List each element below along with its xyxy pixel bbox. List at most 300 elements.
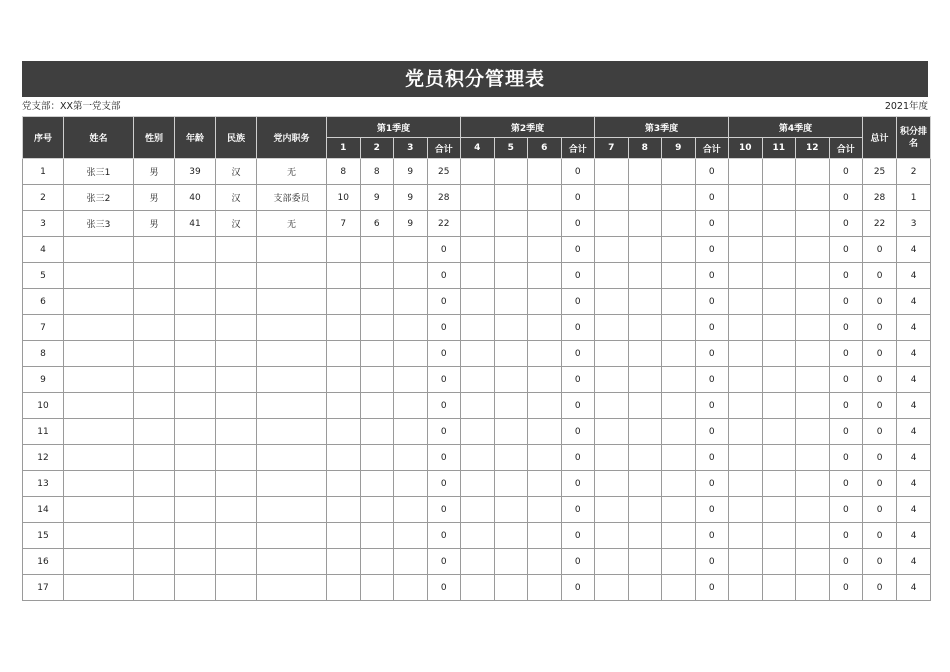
q4-subtotal-cell[interactable]: 0: [829, 263, 863, 289]
q2-subtotal-cell[interactable]: 0: [561, 471, 595, 497]
month-3-cell[interactable]: [394, 445, 428, 471]
month-8-cell[interactable]: [628, 497, 662, 523]
month-8-cell[interactable]: [628, 575, 662, 601]
ethnicity-cell[interactable]: [216, 445, 257, 471]
gender-cell[interactable]: [134, 419, 175, 445]
age-cell[interactable]: [175, 471, 216, 497]
month-10-cell[interactable]: [729, 263, 763, 289]
month-12-cell[interactable]: [796, 159, 830, 185]
q1-subtotal-cell[interactable]: 0: [427, 237, 461, 263]
seq-cell[interactable]: 17: [23, 575, 64, 601]
q1-subtotal-cell[interactable]: 25: [427, 159, 461, 185]
month-1-cell[interactable]: [327, 497, 361, 523]
month-10-cell[interactable]: [729, 471, 763, 497]
gender-cell[interactable]: [134, 237, 175, 263]
month-4-cell[interactable]: [461, 263, 495, 289]
month-9-cell[interactable]: [662, 315, 696, 341]
month-8-cell[interactable]: [628, 367, 662, 393]
q4-subtotal-cell[interactable]: 0: [829, 549, 863, 575]
month-3-cell[interactable]: [394, 419, 428, 445]
ethnicity-cell[interactable]: [216, 367, 257, 393]
month-9-cell[interactable]: [662, 445, 696, 471]
month-6-cell[interactable]: [528, 315, 562, 341]
month-5-cell[interactable]: [494, 575, 528, 601]
gender-cell[interactable]: [134, 341, 175, 367]
gender-cell[interactable]: 男: [134, 159, 175, 185]
rank-cell[interactable]: 4: [897, 445, 931, 471]
position-cell[interactable]: 无: [257, 211, 327, 237]
month-7-cell[interactable]: [595, 575, 629, 601]
q2-subtotal-cell[interactable]: 0: [561, 549, 595, 575]
age-cell[interactable]: [175, 549, 216, 575]
month-11-cell[interactable]: [762, 497, 796, 523]
rank-cell[interactable]: 4: [897, 289, 931, 315]
month-3-cell[interactable]: 9: [394, 211, 428, 237]
month-1-cell[interactable]: [327, 263, 361, 289]
month-5-cell[interactable]: [494, 471, 528, 497]
month-1-cell[interactable]: [327, 289, 361, 315]
total-cell[interactable]: 0: [863, 289, 897, 315]
age-cell[interactable]: [175, 341, 216, 367]
month-2-cell[interactable]: [360, 549, 394, 575]
ethnicity-cell[interactable]: [216, 341, 257, 367]
month-6-cell[interactable]: [528, 445, 562, 471]
month-4-cell[interactable]: [461, 445, 495, 471]
q3-subtotal-cell[interactable]: 0: [695, 393, 729, 419]
month-4-cell[interactable]: [461, 393, 495, 419]
month-4-cell[interactable]: [461, 289, 495, 315]
month-3-cell[interactable]: 9: [394, 185, 428, 211]
rank-cell[interactable]: 4: [897, 419, 931, 445]
month-10-cell[interactable]: [729, 185, 763, 211]
q2-subtotal-cell[interactable]: 0: [561, 419, 595, 445]
age-cell[interactable]: [175, 575, 216, 601]
month-1-cell[interactable]: [327, 471, 361, 497]
position-cell[interactable]: [257, 315, 327, 341]
month-6-cell[interactable]: [528, 523, 562, 549]
q4-subtotal-cell[interactable]: 0: [829, 445, 863, 471]
name-cell[interactable]: [64, 263, 134, 289]
month-12-cell[interactable]: [796, 263, 830, 289]
month-9-cell[interactable]: [662, 159, 696, 185]
month-5-cell[interactable]: [494, 497, 528, 523]
seq-cell[interactable]: 3: [23, 211, 64, 237]
month-9-cell[interactable]: [662, 549, 696, 575]
month-2-cell[interactable]: [360, 393, 394, 419]
month-12-cell[interactable]: [796, 367, 830, 393]
month-10-cell[interactable]: [729, 211, 763, 237]
q3-subtotal-cell[interactable]: 0: [695, 367, 729, 393]
month-1-cell[interactable]: [327, 367, 361, 393]
position-cell[interactable]: [257, 289, 327, 315]
q4-subtotal-cell[interactable]: 0: [829, 523, 863, 549]
q4-subtotal-cell[interactable]: 0: [829, 393, 863, 419]
month-11-cell[interactable]: [762, 211, 796, 237]
q2-subtotal-cell[interactable]: 0: [561, 159, 595, 185]
month-5-cell[interactable]: [494, 159, 528, 185]
month-8-cell[interactable]: [628, 159, 662, 185]
q4-subtotal-cell[interactable]: 0: [829, 575, 863, 601]
month-10-cell[interactable]: [729, 419, 763, 445]
total-cell[interactable]: 0: [863, 523, 897, 549]
q3-subtotal-cell[interactable]: 0: [695, 185, 729, 211]
rank-cell[interactable]: 4: [897, 393, 931, 419]
month-8-cell[interactable]: [628, 341, 662, 367]
month-8-cell[interactable]: [628, 263, 662, 289]
month-9-cell[interactable]: [662, 393, 696, 419]
age-cell[interactable]: [175, 445, 216, 471]
month-6-cell[interactable]: [528, 419, 562, 445]
q3-subtotal-cell[interactable]: 0: [695, 315, 729, 341]
name-cell[interactable]: [64, 523, 134, 549]
month-3-cell[interactable]: [394, 471, 428, 497]
month-6-cell[interactable]: [528, 393, 562, 419]
month-5-cell[interactable]: [494, 549, 528, 575]
month-8-cell[interactable]: [628, 315, 662, 341]
total-cell[interactable]: 0: [863, 367, 897, 393]
age-cell[interactable]: [175, 263, 216, 289]
month-2-cell[interactable]: [360, 419, 394, 445]
total-cell[interactable]: 0: [863, 497, 897, 523]
rank-cell[interactable]: 4: [897, 523, 931, 549]
q1-subtotal-cell[interactable]: 0: [427, 341, 461, 367]
month-7-cell[interactable]: [595, 367, 629, 393]
q4-subtotal-cell[interactable]: 0: [829, 315, 863, 341]
q1-subtotal-cell[interactable]: 0: [427, 497, 461, 523]
ethnicity-cell[interactable]: [216, 471, 257, 497]
gender-cell[interactable]: 男: [134, 185, 175, 211]
seq-cell[interactable]: 10: [23, 393, 64, 419]
month-4-cell[interactable]: [461, 185, 495, 211]
q2-subtotal-cell[interactable]: 0: [561, 341, 595, 367]
month-7-cell[interactable]: [595, 237, 629, 263]
month-2-cell[interactable]: [360, 263, 394, 289]
rank-cell[interactable]: 4: [897, 549, 931, 575]
month-2-cell[interactable]: [360, 575, 394, 601]
month-11-cell[interactable]: [762, 523, 796, 549]
q2-subtotal-cell[interactable]: 0: [561, 263, 595, 289]
month-5-cell[interactable]: [494, 315, 528, 341]
rank-cell[interactable]: 1: [897, 185, 931, 211]
month-4-cell[interactable]: [461, 419, 495, 445]
month-10-cell[interactable]: [729, 575, 763, 601]
month-1-cell[interactable]: [327, 575, 361, 601]
position-cell[interactable]: 无: [257, 159, 327, 185]
total-cell[interactable]: 0: [863, 471, 897, 497]
total-cell[interactable]: 0: [863, 575, 897, 601]
month-10-cell[interactable]: [729, 445, 763, 471]
month-1-cell[interactable]: [327, 237, 361, 263]
month-5-cell[interactable]: [494, 445, 528, 471]
position-cell[interactable]: [257, 393, 327, 419]
ethnicity-cell[interactable]: [216, 419, 257, 445]
month-8-cell[interactable]: [628, 289, 662, 315]
month-6-cell[interactable]: [528, 497, 562, 523]
month-7-cell[interactable]: [595, 289, 629, 315]
ethnicity-cell[interactable]: [216, 575, 257, 601]
month-2-cell[interactable]: 6: [360, 211, 394, 237]
q1-subtotal-cell[interactable]: 0: [427, 549, 461, 575]
month-4-cell[interactable]: [461, 471, 495, 497]
month-2-cell[interactable]: [360, 497, 394, 523]
total-cell[interactable]: 0: [863, 393, 897, 419]
q3-subtotal-cell[interactable]: 0: [695, 263, 729, 289]
q1-subtotal-cell[interactable]: 0: [427, 393, 461, 419]
gender-cell[interactable]: [134, 523, 175, 549]
month-5-cell[interactable]: [494, 419, 528, 445]
q1-subtotal-cell[interactable]: 0: [427, 523, 461, 549]
month-8-cell[interactable]: [628, 393, 662, 419]
gender-cell[interactable]: [134, 263, 175, 289]
total-cell[interactable]: 0: [863, 341, 897, 367]
q1-subtotal-cell[interactable]: 0: [427, 445, 461, 471]
month-6-cell[interactable]: [528, 289, 562, 315]
month-2-cell[interactable]: [360, 341, 394, 367]
q3-subtotal-cell[interactable]: 0: [695, 471, 729, 497]
month-11-cell[interactable]: [762, 289, 796, 315]
q2-subtotal-cell[interactable]: 0: [561, 315, 595, 341]
month-5-cell[interactable]: [494, 185, 528, 211]
month-4-cell[interactable]: [461, 497, 495, 523]
ethnicity-cell[interactable]: [216, 263, 257, 289]
gender-cell[interactable]: [134, 575, 175, 601]
month-7-cell[interactable]: [595, 263, 629, 289]
q3-subtotal-cell[interactable]: 0: [695, 523, 729, 549]
month-7-cell[interactable]: [595, 185, 629, 211]
month-10-cell[interactable]: [729, 367, 763, 393]
month-11-cell[interactable]: [762, 367, 796, 393]
gender-cell[interactable]: [134, 471, 175, 497]
name-cell[interactable]: [64, 575, 134, 601]
month-12-cell[interactable]: [796, 341, 830, 367]
month-6-cell[interactable]: [528, 471, 562, 497]
month-3-cell[interactable]: [394, 497, 428, 523]
q2-subtotal-cell[interactable]: 0: [561, 289, 595, 315]
month-9-cell[interactable]: [662, 575, 696, 601]
month-3-cell[interactable]: [394, 575, 428, 601]
month-11-cell[interactable]: [762, 419, 796, 445]
name-cell[interactable]: 张三2: [64, 185, 134, 211]
total-cell[interactable]: 0: [863, 315, 897, 341]
ethnicity-cell[interactable]: [216, 289, 257, 315]
gender-cell[interactable]: [134, 289, 175, 315]
q3-subtotal-cell[interactable]: 0: [695, 575, 729, 601]
month-11-cell[interactable]: [762, 445, 796, 471]
seq-cell[interactable]: 4: [23, 237, 64, 263]
age-cell[interactable]: 41: [175, 211, 216, 237]
name-cell[interactable]: [64, 549, 134, 575]
q1-subtotal-cell[interactable]: 0: [427, 575, 461, 601]
month-9-cell[interactable]: [662, 185, 696, 211]
q4-subtotal-cell[interactable]: 0: [829, 289, 863, 315]
month-2-cell[interactable]: [360, 289, 394, 315]
ethnicity-cell[interactable]: [216, 393, 257, 419]
q4-subtotal-cell[interactable]: 0: [829, 367, 863, 393]
month-4-cell[interactable]: [461, 549, 495, 575]
month-1-cell[interactable]: [327, 549, 361, 575]
q1-subtotal-cell[interactable]: 0: [427, 263, 461, 289]
q2-subtotal-cell[interactable]: 0: [561, 211, 595, 237]
q1-subtotal-cell[interactable]: 0: [427, 419, 461, 445]
month-12-cell[interactable]: [796, 523, 830, 549]
month-3-cell[interactable]: [394, 367, 428, 393]
month-11-cell[interactable]: [762, 159, 796, 185]
position-cell[interactable]: [257, 445, 327, 471]
gender-cell[interactable]: [134, 315, 175, 341]
seq-cell[interactable]: 2: [23, 185, 64, 211]
total-cell[interactable]: 0: [863, 237, 897, 263]
month-6-cell[interactable]: [528, 549, 562, 575]
month-6-cell[interactable]: [528, 263, 562, 289]
age-cell[interactable]: [175, 419, 216, 445]
q1-subtotal-cell[interactable]: 0: [427, 367, 461, 393]
q2-subtotal-cell[interactable]: 0: [561, 237, 595, 263]
month-5-cell[interactable]: [494, 393, 528, 419]
month-12-cell[interactable]: [796, 237, 830, 263]
month-9-cell[interactable]: [662, 367, 696, 393]
q2-subtotal-cell[interactable]: 0: [561, 367, 595, 393]
total-cell[interactable]: 0: [863, 445, 897, 471]
ethnicity-cell[interactable]: [216, 237, 257, 263]
month-5-cell[interactable]: [494, 341, 528, 367]
month-11-cell[interactable]: [762, 237, 796, 263]
month-11-cell[interactable]: [762, 263, 796, 289]
seq-cell[interactable]: 12: [23, 445, 64, 471]
month-5-cell[interactable]: [494, 523, 528, 549]
month-2-cell[interactable]: 8: [360, 159, 394, 185]
month-8-cell[interactable]: [628, 237, 662, 263]
ethnicity-cell[interactable]: 汉: [216, 159, 257, 185]
month-4-cell[interactable]: [461, 367, 495, 393]
month-12-cell[interactable]: [796, 419, 830, 445]
age-cell[interactable]: [175, 523, 216, 549]
month-1-cell[interactable]: [327, 523, 361, 549]
q4-subtotal-cell[interactable]: 0: [829, 497, 863, 523]
name-cell[interactable]: [64, 419, 134, 445]
q1-subtotal-cell[interactable]: 0: [427, 471, 461, 497]
month-5-cell[interactable]: [494, 367, 528, 393]
month-12-cell[interactable]: [796, 445, 830, 471]
q2-subtotal-cell[interactable]: 0: [561, 445, 595, 471]
month-6-cell[interactable]: [528, 159, 562, 185]
month-2-cell[interactable]: [360, 445, 394, 471]
month-7-cell[interactable]: [595, 445, 629, 471]
month-8-cell[interactable]: [628, 471, 662, 497]
rank-cell[interactable]: 3: [897, 211, 931, 237]
month-11-cell[interactable]: [762, 575, 796, 601]
position-cell[interactable]: [257, 237, 327, 263]
month-9-cell[interactable]: [662, 237, 696, 263]
rank-cell[interactable]: 2: [897, 159, 931, 185]
month-7-cell[interactable]: [595, 497, 629, 523]
rank-cell[interactable]: 4: [897, 367, 931, 393]
total-cell[interactable]: 28: [863, 185, 897, 211]
month-4-cell[interactable]: [461, 575, 495, 601]
seq-cell[interactable]: 8: [23, 341, 64, 367]
month-3-cell[interactable]: [394, 289, 428, 315]
age-cell[interactable]: [175, 237, 216, 263]
position-cell[interactable]: [257, 263, 327, 289]
ethnicity-cell[interactable]: 汉: [216, 185, 257, 211]
month-12-cell[interactable]: [796, 393, 830, 419]
q2-subtotal-cell[interactable]: 0: [561, 185, 595, 211]
q1-subtotal-cell[interactable]: 28: [427, 185, 461, 211]
gender-cell[interactable]: [134, 393, 175, 419]
month-6-cell[interactable]: [528, 185, 562, 211]
month-11-cell[interactable]: [762, 341, 796, 367]
month-6-cell[interactable]: [528, 211, 562, 237]
q3-subtotal-cell[interactable]: 0: [695, 497, 729, 523]
month-9-cell[interactable]: [662, 419, 696, 445]
month-5-cell[interactable]: [494, 263, 528, 289]
position-cell[interactable]: [257, 471, 327, 497]
month-1-cell[interactable]: 8: [327, 159, 361, 185]
month-10-cell[interactable]: [729, 315, 763, 341]
month-1-cell[interactable]: 7: [327, 211, 361, 237]
total-cell[interactable]: 22: [863, 211, 897, 237]
name-cell[interactable]: [64, 393, 134, 419]
month-2-cell[interactable]: [360, 523, 394, 549]
total-cell[interactable]: 0: [863, 419, 897, 445]
name-cell[interactable]: [64, 471, 134, 497]
month-8-cell[interactable]: [628, 419, 662, 445]
position-cell[interactable]: [257, 575, 327, 601]
q4-subtotal-cell[interactable]: 0: [829, 341, 863, 367]
name-cell[interactable]: [64, 289, 134, 315]
month-8-cell[interactable]: [628, 211, 662, 237]
month-9-cell[interactable]: [662, 263, 696, 289]
name-cell[interactable]: [64, 367, 134, 393]
month-4-cell[interactable]: [461, 315, 495, 341]
month-3-cell[interactable]: 9: [394, 159, 428, 185]
month-12-cell[interactable]: [796, 315, 830, 341]
month-2-cell[interactable]: [360, 237, 394, 263]
month-12-cell[interactable]: [796, 575, 830, 601]
q4-subtotal-cell[interactable]: 0: [829, 159, 863, 185]
month-3-cell[interactable]: [394, 393, 428, 419]
month-11-cell[interactable]: [762, 185, 796, 211]
age-cell[interactable]: [175, 315, 216, 341]
month-9-cell[interactable]: [662, 523, 696, 549]
ethnicity-cell[interactable]: [216, 523, 257, 549]
rank-cell[interactable]: 4: [897, 471, 931, 497]
q3-subtotal-cell[interactable]: 0: [695, 445, 729, 471]
month-4-cell[interactable]: [461, 523, 495, 549]
seq-cell[interactable]: 13: [23, 471, 64, 497]
total-cell[interactable]: 0: [863, 549, 897, 575]
month-6-cell[interactable]: [528, 341, 562, 367]
month-1-cell[interactable]: [327, 341, 361, 367]
month-12-cell[interactable]: [796, 211, 830, 237]
month-10-cell[interactable]: [729, 289, 763, 315]
gender-cell[interactable]: [134, 367, 175, 393]
month-7-cell[interactable]: [595, 471, 629, 497]
q3-subtotal-cell[interactable]: 0: [695, 341, 729, 367]
month-12-cell[interactable]: [796, 549, 830, 575]
age-cell[interactable]: [175, 367, 216, 393]
seq-cell[interactable]: 1: [23, 159, 64, 185]
q4-subtotal-cell[interactable]: 0: [829, 185, 863, 211]
month-8-cell[interactable]: [628, 185, 662, 211]
rank-cell[interactable]: 4: [897, 341, 931, 367]
q1-subtotal-cell[interactable]: 0: [427, 289, 461, 315]
month-6-cell[interactable]: [528, 237, 562, 263]
rank-cell[interactable]: 4: [897, 315, 931, 341]
name-cell[interactable]: [64, 237, 134, 263]
ethnicity-cell[interactable]: [216, 315, 257, 341]
seq-cell[interactable]: 5: [23, 263, 64, 289]
month-10-cell[interactable]: [729, 159, 763, 185]
